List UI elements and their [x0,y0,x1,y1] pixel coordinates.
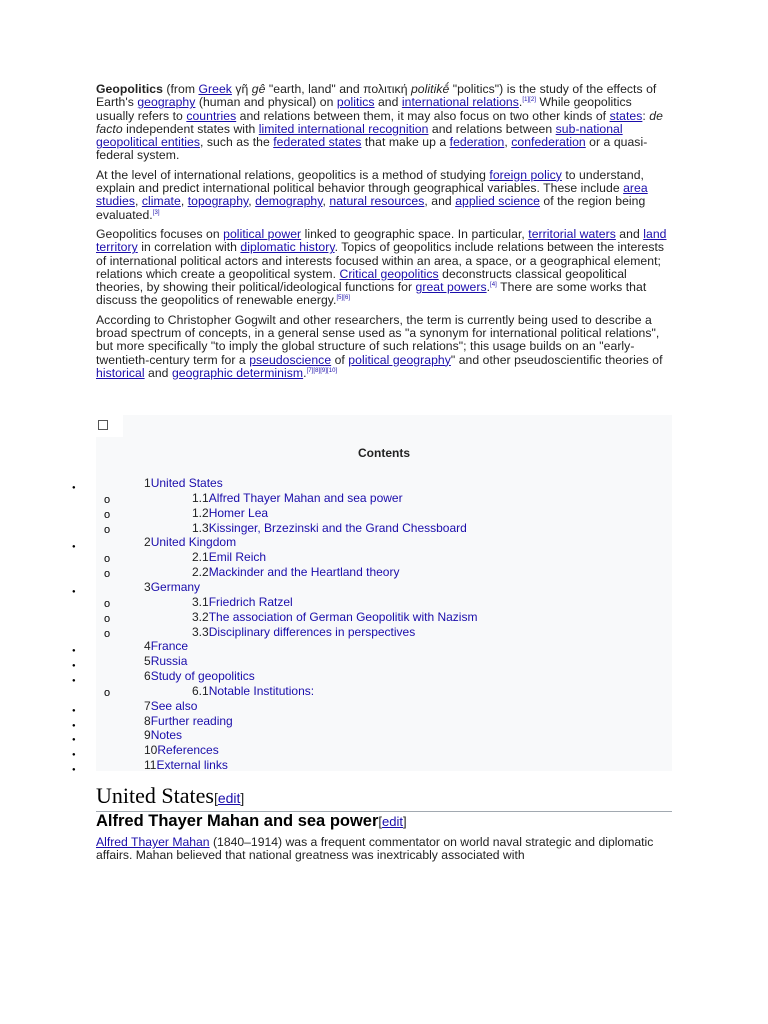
bullet-disc-icon: ● [72,707,76,714]
bullet-disc-icon: ● [72,722,76,729]
section-heading-mahan: Alfred Thayer Mahan and sea power[edit] [96,812,407,830]
political-geography-link[interactable]: political geography [348,352,451,367]
greek-link[interactable]: Greek [198,82,232,96]
pseudoscience-link[interactable]: pseudoscience [249,352,332,367]
bullet-circle-icon: o [104,508,111,521]
citation-ref[interactable]: [4] [490,282,497,289]
toc-number: 3.2 [192,609,209,624]
critical-geopolitics-link[interactable]: Critical geopolitics [339,266,439,281]
toc-label: Friedrich Ratzel [208,594,293,609]
citation-ref[interactable]: [7][8][9][10] [306,367,338,374]
toc-item[interactable] [192,610,477,624]
toc-item[interactable] [144,476,223,490]
toc-item[interactable] [192,506,268,520]
toc-label: Mackinder and the Heartland theory [208,565,400,580]
toc-label: United States [150,476,223,490]
toc-number: 5 [144,654,151,669]
toc-number: 10 [144,743,158,758]
toc-item[interactable] [144,699,197,713]
international-relations-link[interactable]: international relations [401,95,519,110]
toc-label: Study of geopolitics [150,669,255,684]
foreign-policy-link[interactable]: foreign policy [489,167,562,182]
historical-link[interactable]: historical [96,365,145,380]
bullet-disc-icon: ● [72,663,76,670]
paragraph-4: According to Christopher Gogwilt and other researchers, the term is currently being used to describe a broad spectrum of concepts, in a general sense used as "a synonym for international political relations", but more specifically "to imply the global structure of such relations"; this usage builds on an "early-twentieth-century term for a pseudoscience of political geography" and other pseudoscientific theories of historical and geographic determinism.[7][8][9][10] [96,312,663,380]
checkbox-icon[interactable] [98,420,108,430]
sub-national-entities-link[interactable]: sub-national geopolitical entities [96,121,623,150]
territorial-waters-link[interactable]: territorial waters [528,226,616,241]
toc-item[interactable] [144,743,219,757]
toc-label: Emil Reich [208,550,267,565]
applied-science-link[interactable]: applied science [455,194,540,209]
toc-toggle[interactable] [96,415,123,437]
toc-number: 3 [144,579,151,594]
area-studies-link[interactable]: area studies [96,181,648,209]
toc-label: Notable Institutions: [208,683,315,698]
demography-link[interactable]: demography [255,194,323,209]
bullet-disc-icon: ● [72,737,76,744]
bullet-circle-icon: o [104,493,111,506]
bullet-circle-icon: o [104,553,111,566]
edit-link[interactable]: edit [382,814,404,829]
geography-link[interactable]: geography [137,95,196,110]
toc-item[interactable] [144,758,228,772]
natural-resources-link[interactable]: natural resources [329,194,425,209]
toc-number: 9 [144,728,151,743]
toc-number: 7 [144,698,151,713]
bullet-disc-icon: ● [72,752,76,759]
citation-ref[interactable]: [1][2] [522,97,537,104]
limited-recognition-link[interactable]: limited international recognition [258,121,429,136]
section-heading-united-states: United States[edit] [96,783,672,812]
toc-number: 4 [144,639,151,654]
toc-item[interactable] [192,550,266,564]
bullet-circle-icon: o [104,523,111,536]
citation-ref[interactable]: [5][6] [336,295,351,302]
toc-label: United Kingdom [150,535,237,550]
toc-label: Russia [150,654,188,669]
edit-section-link: [edit] [213,790,245,806]
toc-number: 1.2 [192,505,209,520]
toc-label: Alfred Thayer Mahan and sea power [208,490,403,505]
toc-number: 11 [144,758,157,773]
toc-item[interactable] [144,669,255,683]
toc-number: 8 [144,713,151,728]
bullet-disc-icon: ● [72,588,76,595]
bullet-disc-icon: ● [72,544,76,551]
article-body [96,83,672,386]
politics-link[interactable]: politics [336,95,375,110]
bullet-disc-icon: ● [72,767,76,774]
diplomatic-history-link[interactable]: diplomatic history [240,240,335,255]
toc-number: 6 [144,669,151,684]
toc-item[interactable] [144,535,236,549]
land-territory-link[interactable]: land territory [96,226,667,255]
toc-item[interactable] [144,639,188,653]
federation-link[interactable]: federation [449,135,505,150]
toc-item[interactable] [144,580,200,594]
toc-item[interactable] [192,521,467,535]
climate-link[interactable]: climate [141,194,181,209]
toc-number: 3.3 [192,624,209,639]
article-subject: Geopolitics [96,82,163,96]
toc-number: 1.3 [192,520,209,535]
toc-number: 1 [144,476,151,490]
toc-label: See also [150,698,198,713]
toc-item[interactable] [144,714,233,728]
bullet-circle-icon: o [104,568,111,581]
mahan-link[interactable]: Alfred Thayer Mahan [96,835,210,849]
bullet-circle-icon: o [104,686,111,699]
citation-ref[interactable]: [3] [152,209,160,216]
toc-item[interactable] [192,491,403,505]
toc-number: 6.1 [192,683,209,698]
bullet-circle-icon: o [104,627,111,640]
toc-label: The association of German Geopolitik with Nazism [208,609,478,624]
edit-section-link: [edit] [378,814,407,829]
toc-item[interactable] [192,565,399,579]
toc-item[interactable] [192,684,314,698]
countries-link[interactable]: countries [186,108,237,123]
paragraph-2: At the level of international relations, geopolitics is a method of studying foreign policy to understand, explain and predict international political behavior through geographical variables. These include area studies, climate, topography, demography, natural resources, and applied science of the region being evaluated.[3] [96,167,648,222]
bullet-disc-icon: ● [72,648,76,655]
toc-label: Further reading [150,713,233,728]
toc-number: 2.1 [192,550,209,565]
toc-label: Homer Lea [208,505,269,520]
bullet-disc-icon: ● [72,678,76,685]
bullet-circle-icon: o [104,612,111,625]
bullet-circle-icon: o [104,597,111,610]
toc-label: References [157,743,219,758]
mahan-paragraph: Alfred Thayer Mahan (1840–1914) was a frequent commentator on world naval strategic and diplomatic affairs. Mahan believed that national greatness was inextricably associated with [96,835,654,863]
toc-item[interactable] [144,728,182,742]
geographic-determinism-link[interactable]: geographic determinism [171,365,304,380]
toc-number: 1.1 [192,490,209,505]
toc-item[interactable] [144,654,187,668]
toc-label: France [150,639,189,654]
bullet-disc-icon: ● [72,485,76,491]
toc-title: Contents [358,446,410,460]
states-link[interactable]: states [609,108,643,123]
toc-number: 2 [144,535,151,550]
federated-states-link[interactable]: federated states [273,135,362,150]
toc-item[interactable] [192,625,415,639]
toc-label: Disciplinary differences in perspectives [208,624,416,639]
toc-number: 3.1 [192,594,209,609]
topography-link[interactable]: topography [187,194,249,209]
toc-label: Kissinger, Brzezinski and the Grand Chessboard [208,520,467,535]
intro-paragraph: Geopolitics (from Greek γῆ gê "earth, land" and πολιτική politikḗ "politics") is the study of the effects of Earth's geography (human and physical) on politics and international relations.[1][2] While geopolitics usually refers to countries and relations between them, it may also focus on two other kinds of states: de facto independent states with limited international recognition and relations between sub-national geopolitical entities, such as the federated states that make up a federation, confederation or a quasi-federal system. [96,82,663,163]
edit-link[interactable]: edit [217,790,241,806]
toc-item[interactable] [192,595,293,609]
confederation-link[interactable]: confederation [511,135,586,150]
toc-label: Germany [150,579,201,594]
toc-number: 2.2 [192,565,209,580]
paragraph-3: Geopolitics focuses on political power linked to geographic space. In particular, territorial waters and land territory in correlation with diplomatic history. Topics of geopolitics include relations between the interests of international political actors and interests focused within an area, a space, or a geographical element; relations which create a geopolitical system. Critical geopolitics deconstructs classical geopolitical theories, by showing their political/ideological functions for great powers.[4] There are some works that discuss the geopolitics of renewable energy.[5][6] [96,226,667,308]
political-power-link[interactable]: political power [223,226,302,241]
great-powers-link[interactable]: great powers [415,280,487,295]
toc-label: Notes [150,728,183,743]
toc-label: External links [156,758,228,773]
